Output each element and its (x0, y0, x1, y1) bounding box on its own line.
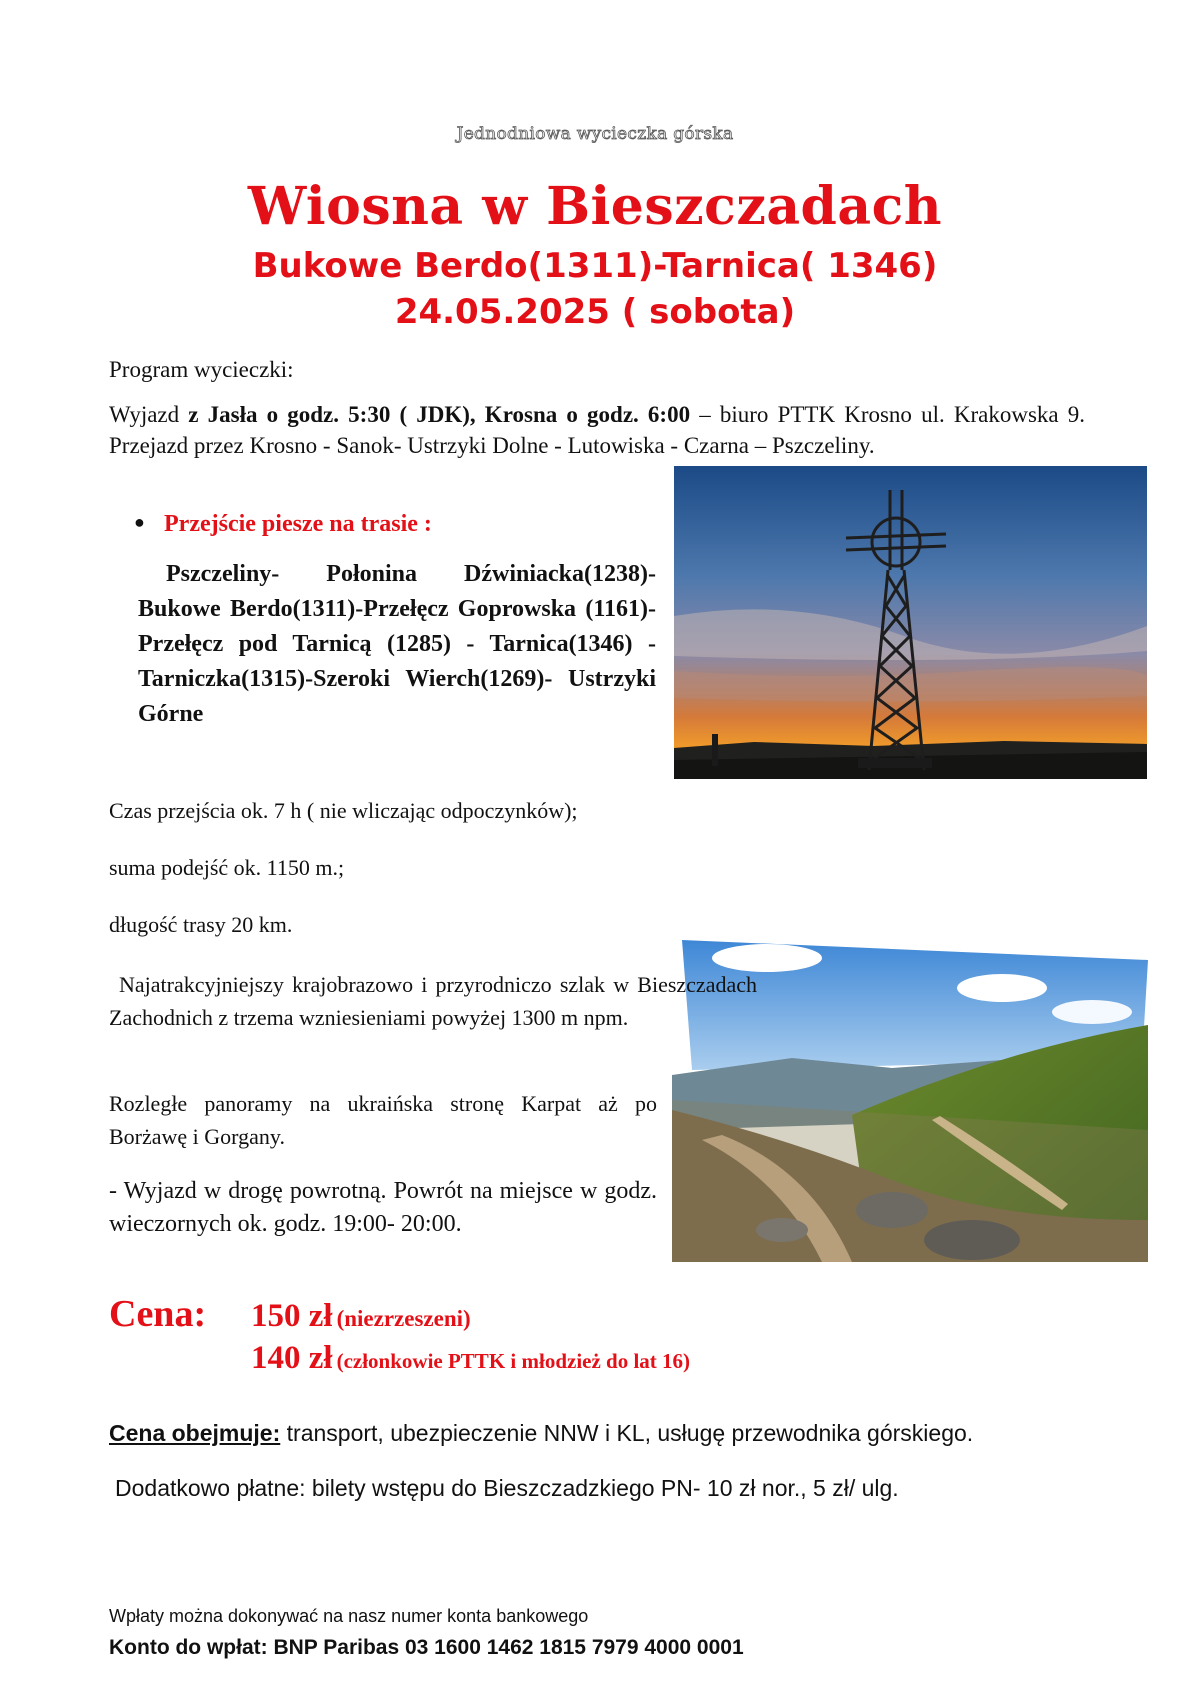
price-includes-label: Cena obejmuje: (109, 1420, 281, 1446)
price-label: Cena: (109, 1293, 207, 1335)
price-reduced-amount: 140 zł (251, 1340, 333, 1376)
price-regular-note: (niezrzeszeni) (336, 1306, 471, 1331)
price-regular-amount: 150 zł (251, 1298, 333, 1334)
payment-note: Wpłaty można dokonywać na nasz numer konta bankowego (109, 1606, 589, 1626)
price-reduced (251, 1340, 690, 1377)
program-label: Program wycieczki: (109, 357, 294, 382)
trail-highlight: Najatrakcyjniejszy krajobrazowo i przyrodniczo szlak w Bieszczadach Zachodnich z trzema wzniesieniami powyżej 1300 m npm. (109, 972, 757, 1030)
bank-account: Konto do wpłat: BNP Paribas 03 1600 1462 1815 7979 4000 0001 (109, 1636, 744, 1659)
departure-times: z Jasła o godz. 5:30 ( JDK), Krosna o godz. 6:00 (188, 402, 691, 427)
price-reduced-note: (członkowie PTTK i młodzież do lat 16) (336, 1349, 691, 1373)
bullet-icon: ● (134, 512, 145, 532)
price-regular (251, 1298, 471, 1335)
route-heading-text: Przejście piesze na trasie : (164, 511, 432, 537)
departure-prefix: Wyjazd (109, 402, 189, 427)
route-heading (134, 511, 432, 538)
route-length: długość trasy 20 km. (109, 912, 293, 937)
page-title: Wiosna w Bieszczadach (247, 176, 943, 237)
total-ascent: suma podejść ok. 1150 m.; (109, 855, 345, 880)
walking-time: Czas przejścia ok. 7 h ( nie wliczając odpoczynków); (109, 798, 578, 823)
panorama-note: Rozległe panoramy na ukraińska stronę Karpat aż po Borżawę i Gorgany. (109, 1091, 657, 1149)
return-info: - Wyjazd w drogę powrotną. Powrót na miejsce w godz. wieczornych ok. godz. 19:00- 20:00. (109, 1178, 657, 1237)
departure-details: – biuro PTTK Krosno ul. Krakowska 9. Przejazd przez Krosno - Sanok- Ustrzyki Dolne - Lutowiska - Czarna – Pszczeliny. (109, 402, 1085, 458)
trip-date: 24.05.2025 ( sobota) (394, 292, 796, 332)
departure-paragraph (109, 399, 1085, 461)
page-subtitle: Bukowe Berdo(1311)-Tarnica( 1346) (252, 246, 938, 286)
page-kicker: Jednodniowa wycieczka górska (456, 124, 734, 144)
price-includes-text: transport, ubezpieczenie NNW i KL, usługę przewodnika górskiego. (280, 1420, 974, 1446)
price-includes (109, 1420, 973, 1447)
summit-cross-photo (674, 466, 1147, 779)
route-description: Pszczeliny- Połonina Dźwiniacka(1238)- Bukowe Berdo(1311)-Przełęcz Goprowska (1161)- Przełęcz pod Tarnicą (1285) - Tarnica(1346) -Tarniczka(1315)-Szeroki Wierch(1269)- Ustrzyki Górne (138, 561, 656, 727)
extra-costs: Dodatkowo płatne: bilety wstępu do Bieszczadzkiego PN- 10 zł nor., 5 zł/ ulg. (115, 1475, 899, 1501)
